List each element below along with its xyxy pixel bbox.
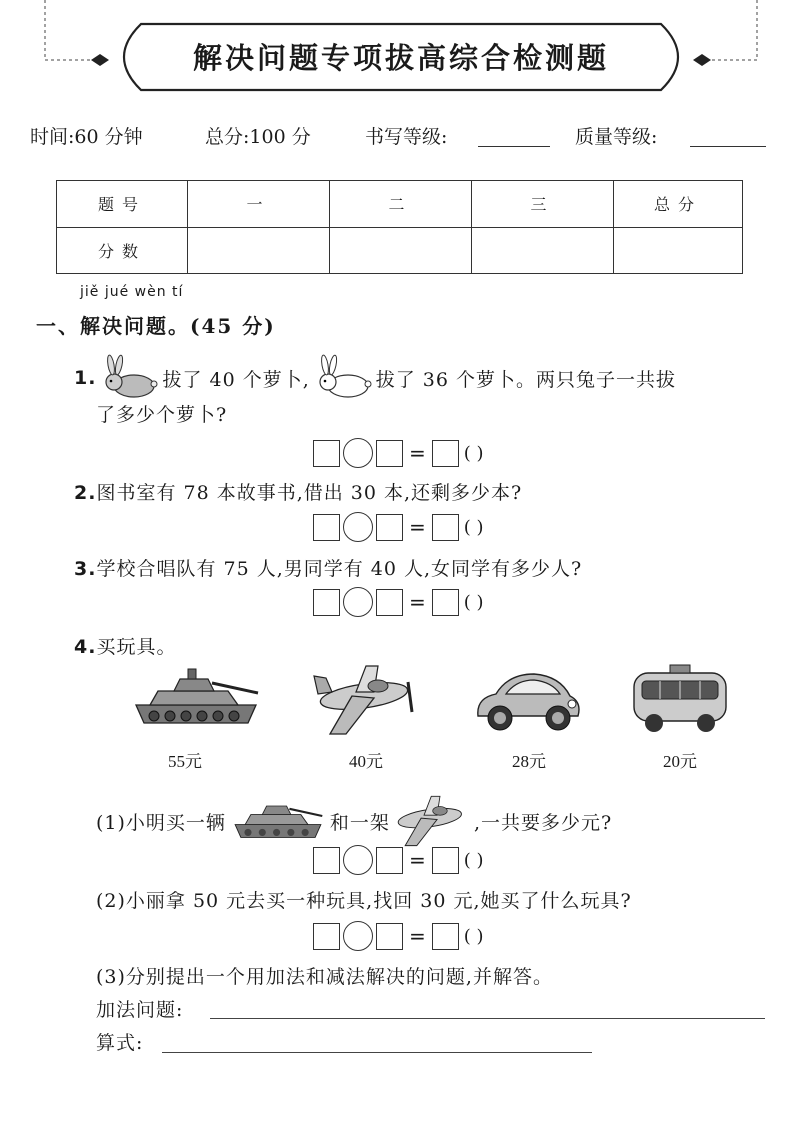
airplane-icon — [392, 792, 472, 850]
equals-sign: = — [409, 848, 426, 872]
operator-circle[interactable] — [343, 438, 373, 468]
answer-box[interactable] — [432, 847, 459, 874]
score-table-header-row — [57, 181, 743, 228]
rabbit-icon — [312, 356, 374, 400]
answer-template — [313, 512, 484, 542]
answer-template — [313, 587, 484, 617]
addition-question-label: 加法问题: — [96, 999, 184, 1021]
answer-template — [313, 438, 484, 468]
operator-circle[interactable] — [343, 921, 373, 951]
answer-box[interactable] — [313, 923, 340, 950]
answer-box[interactable] — [376, 514, 403, 541]
score-table-score-row — [57, 227, 743, 274]
writing-grade-blank[interactable] — [478, 146, 550, 147]
car-icon — [472, 668, 584, 736]
equals-sign: = — [409, 441, 426, 465]
operator-circle[interactable] — [343, 512, 373, 542]
unit-blank[interactable]: ( ) — [463, 849, 484, 871]
answer-template — [313, 921, 484, 951]
formula-answer-line[interactable] — [162, 1052, 592, 1053]
answer-box[interactable] — [376, 589, 403, 616]
question-1 — [74, 356, 676, 400]
answer-box[interactable] — [376, 847, 403, 874]
toy-price: 40元 — [349, 752, 383, 771]
answer-box[interactable] — [376, 923, 403, 950]
answer-box[interactable] — [432, 923, 459, 950]
answer-template — [313, 845, 484, 875]
equals-sign: = — [409, 590, 426, 614]
table-cell: 三 — [472, 181, 614, 228]
sub-question-2: (2)小丽拿 50 元去买一种玩具,找回 30 元,她买了什么玩具? — [96, 890, 632, 912]
question-4 — [74, 632, 176, 659]
answer-box[interactable] — [313, 589, 340, 616]
answer-box[interactable] — [313, 514, 340, 541]
quality-grade-blank[interactable] — [690, 146, 766, 147]
table-cell: 分数 — [57, 227, 188, 274]
question-number: 1. — [74, 367, 97, 389]
answer-box[interactable] — [313, 440, 340, 467]
question-1-text-a: 拔了 40 个萝卜, — [162, 368, 310, 391]
answer-box[interactable] — [432, 589, 459, 616]
table-cell: 题号 — [57, 181, 188, 228]
section-heading: 一、解决问题。(45 分) — [36, 314, 276, 338]
question-1-text-b: 拔了 36 个萝卜。两只兔子一共拔 — [375, 368, 677, 391]
question-2 — [74, 478, 522, 505]
addition-question-answer-line[interactable] — [210, 1018, 765, 1019]
question-2-text: 图书室有 78 本故事书,借出 30 本,还剩多少本? — [96, 482, 523, 504]
sub-question-1-text-a: (1)小明买一辆 — [96, 811, 226, 834]
airplane-icon — [312, 660, 422, 740]
unit-blank[interactable]: ( ) — [463, 442, 484, 464]
question-number: 3. — [74, 558, 97, 580]
writing-grade-label: 书写等级: — [365, 126, 448, 148]
total-score-label: 总分:100 分 — [205, 126, 311, 148]
formula-label: 算式: — [96, 1032, 144, 1054]
tank-icon — [230, 796, 326, 846]
tank-icon — [130, 665, 262, 735]
unit-blank[interactable]: ( ) — [463, 591, 484, 613]
section-pinyin: jiě jué wèn tí — [80, 284, 184, 300]
score-table — [56, 180, 743, 274]
question-3 — [74, 554, 582, 581]
table-cell: 总分 — [614, 181, 743, 228]
table-cell: 二 — [330, 181, 472, 228]
unit-blank[interactable]: ( ) — [463, 516, 484, 538]
answer-box[interactable] — [432, 514, 459, 541]
answer-box[interactable] — [376, 440, 403, 467]
toy-price: 20元 — [663, 752, 697, 771]
table-cell: 一 — [188, 181, 330, 228]
answer-box[interactable] — [313, 847, 340, 874]
quality-grade-label: 质量等级: — [575, 126, 658, 148]
time-label: 时间:60 分钟 — [30, 126, 143, 148]
score-cell[interactable] — [330, 227, 472, 274]
answer-box[interactable] — [432, 440, 459, 467]
sub-question-3: (3)分别提出一个用加法和减法解决的问题,并解答。 — [96, 966, 553, 988]
operator-circle[interactable] — [343, 587, 373, 617]
page-title: 解决问题专项拔高综合检测题 — [192, 41, 609, 75]
sub-question-1-text-b: 和一架 — [329, 811, 390, 834]
toy-price: 55元 — [168, 752, 202, 771]
toy-price: 28元 — [512, 752, 546, 771]
question-1-text-c: 了多少个萝卜? — [96, 404, 228, 426]
rabbit-icon — [98, 356, 160, 400]
score-cell[interactable] — [614, 227, 743, 274]
question-number: 2. — [74, 482, 97, 504]
unit-blank[interactable]: ( ) — [463, 925, 484, 947]
operator-circle[interactable] — [343, 845, 373, 875]
score-cell[interactable] — [188, 227, 330, 274]
question-number: 4. — [74, 636, 97, 658]
question-3-text: 学校合唱队有 75 人,男同学有 40 人,女同学有多少人? — [96, 558, 583, 580]
equals-sign: = — [409, 924, 426, 948]
score-cell[interactable] — [472, 227, 614, 274]
sub-question-1 — [96, 792, 612, 850]
equals-sign: = — [409, 515, 426, 539]
bus-icon — [630, 663, 730, 737]
sub-question-1-text-c: ,一共要多少元? — [473, 811, 613, 834]
question-4-text: 买玩具。 — [96, 636, 177, 658]
